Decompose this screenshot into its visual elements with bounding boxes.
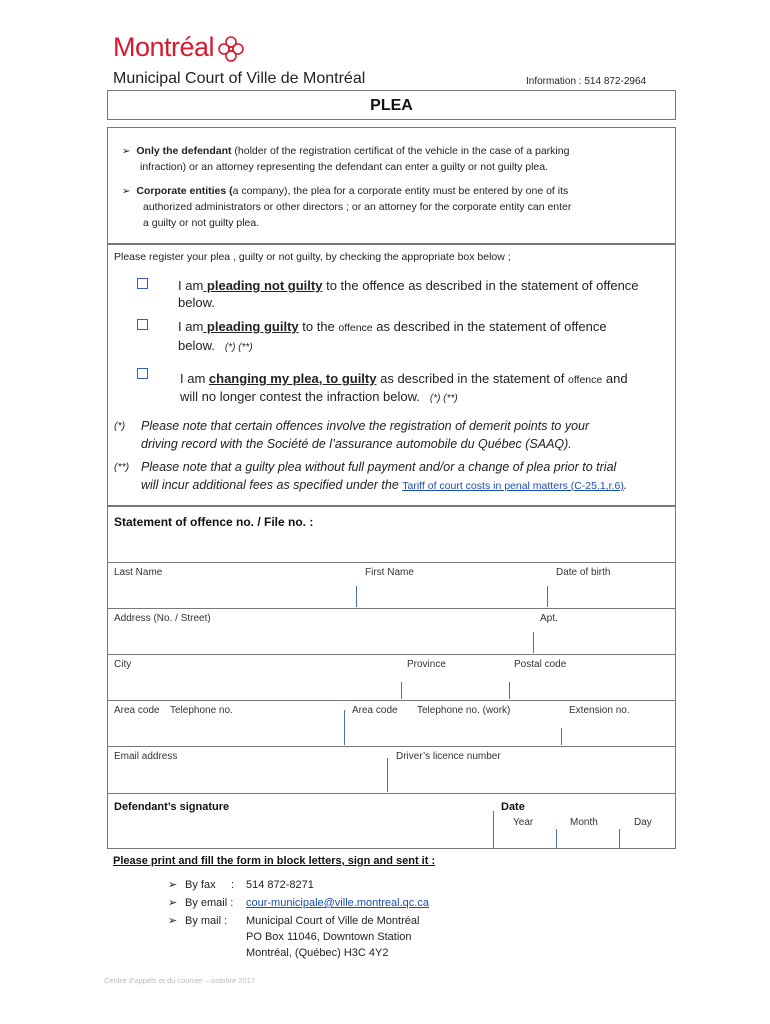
signature-row: Defendant’s signature Date Year Month Day xyxy=(108,793,675,849)
arrow-bullet-icon: ➢ xyxy=(168,915,178,927)
address-row: Address (No. / Street) Apt. xyxy=(108,608,675,655)
option-guilty: I am pleading guilty to the offence as described in the statement of offence xyxy=(178,319,607,334)
guilty-checkbox[interactable] xyxy=(137,319,148,330)
bullet-corporate-entities: ➢ Corporate entities (a company), the plea for a corporate entity must be entered by one of its xyxy=(122,185,569,197)
note-2-mark: (**) xyxy=(114,461,130,473)
email-row: Email address Driver’s licence number xyxy=(108,746,675,794)
fax-number: 514 872-8271 xyxy=(246,879,314,891)
footer-note: Centre d’appels et du courrier – octobre 2017 xyxy=(104,976,255,985)
note-1-mark: (*) xyxy=(114,420,126,432)
plea-options-section: Please register your plea , guilty or not guilty, by checking the appropriate box below ; I am pleading not guilty to the offence as described in the statement of offence below. I am pleading guilty to the offence as described in the statement of offence below. (*) (**) I am changing my plea, to guilty as described in the statement of offence and will no longer contest the infraction below. (*) (**) (*) Please note that certain offences involve the registration of demerit points to your driving record with the Société de l’assurance automobile du Québec (SAAQ). (**) Please note that a guilty plea without full payment and/or a change of plea prior to trial will incur additional fees as specified under the Tariff of court costs in penal matters (C-25.1,r.6). xyxy=(107,244,676,506)
field-divider xyxy=(556,829,557,848)
email-link[interactable]: cour-municipale@ville.montreal.qc.ca xyxy=(246,897,429,909)
bullet-only-defendant: ➢ Only the defendant (holder of the registration certificat of the vehicle in the case of a parking xyxy=(122,145,570,157)
arrow-bullet-icon: ➢ xyxy=(168,897,178,909)
option-change-plea: I am changing my plea, to guilty as described in the statement of offence and xyxy=(180,371,628,386)
field-divider xyxy=(533,632,534,653)
intro-section: ➢ Only the defendant (holder of the registration certificat of the vehicle in the case of a parking infraction) or an attorney representing the defendant can enter a guilty or not guilty plea. ➢ Corporate entities (a company), the plea for a corporate entity must be entered by one of its authorized administrators or other directors ; or an attorney for the corporate entity can enter a guilty or not guilty plea. xyxy=(107,127,676,244)
information-phone: Information : 514 872-2964 xyxy=(526,76,647,87)
name-row: Last Name First Name Date of birth xyxy=(108,562,675,609)
note-additional-fees: Please note that a guilty plea without full payment and/or a change of plea prior to trial xyxy=(141,460,617,474)
field-divider xyxy=(561,728,562,745)
field-divider xyxy=(401,682,402,699)
not-guilty-checkbox[interactable] xyxy=(137,278,148,289)
plea-title: PLEA xyxy=(107,90,676,120)
field-divider xyxy=(493,811,494,848)
mail-address-line-2: PO Box 11046, Downtown Station xyxy=(246,931,412,943)
field-divider xyxy=(356,586,357,607)
field-divider xyxy=(509,682,510,699)
field-divider xyxy=(547,586,548,607)
field-divider xyxy=(619,829,620,848)
arrow-bullet-icon: ➢ xyxy=(122,186,131,197)
defendant-form xyxy=(107,506,676,849)
field-divider xyxy=(387,758,388,792)
field-divider xyxy=(344,710,345,745)
mail-address-line-1: Municipal Court of Ville de Montréal xyxy=(246,915,420,927)
mail-address-line-3: Montréal, (Québec) H3C 4Y2 xyxy=(246,947,389,959)
montreal-flower-logo-icon xyxy=(216,34,246,64)
montreal-logo-text: Montréal xyxy=(113,32,215,62)
register-instructions: Please register your plea , guilty or not guilty, by checking the appropriate box below ; xyxy=(114,251,511,263)
statement-row[interactable]: Statement of offence no. / File no. : xyxy=(108,507,675,563)
option-not-guilty: I am pleading not guilty to the offence as described in the statement of offence xyxy=(178,278,639,293)
tariff-link[interactable]: Tariff of court costs in penal matters (C-25.1,r.6) xyxy=(402,480,624,492)
phone-row: Area code Telephone no. Area code Telephone no. (work) Extension no. xyxy=(108,700,675,747)
change-plea-checkbox[interactable] xyxy=(137,368,148,379)
send-instructions-title: Please print and fill the form in block letters, sign and sent it : xyxy=(113,855,436,867)
court-title: Municipal Court of Ville de Montréal xyxy=(113,70,366,87)
arrow-bullet-icon: ➢ xyxy=(168,879,178,891)
city-row: City Province Postal code xyxy=(108,654,675,701)
note-demerit-points: Please note that certain offences involve the registration of demerit points to your xyxy=(141,419,590,433)
arrow-bullet-icon: ➢ xyxy=(122,146,131,157)
